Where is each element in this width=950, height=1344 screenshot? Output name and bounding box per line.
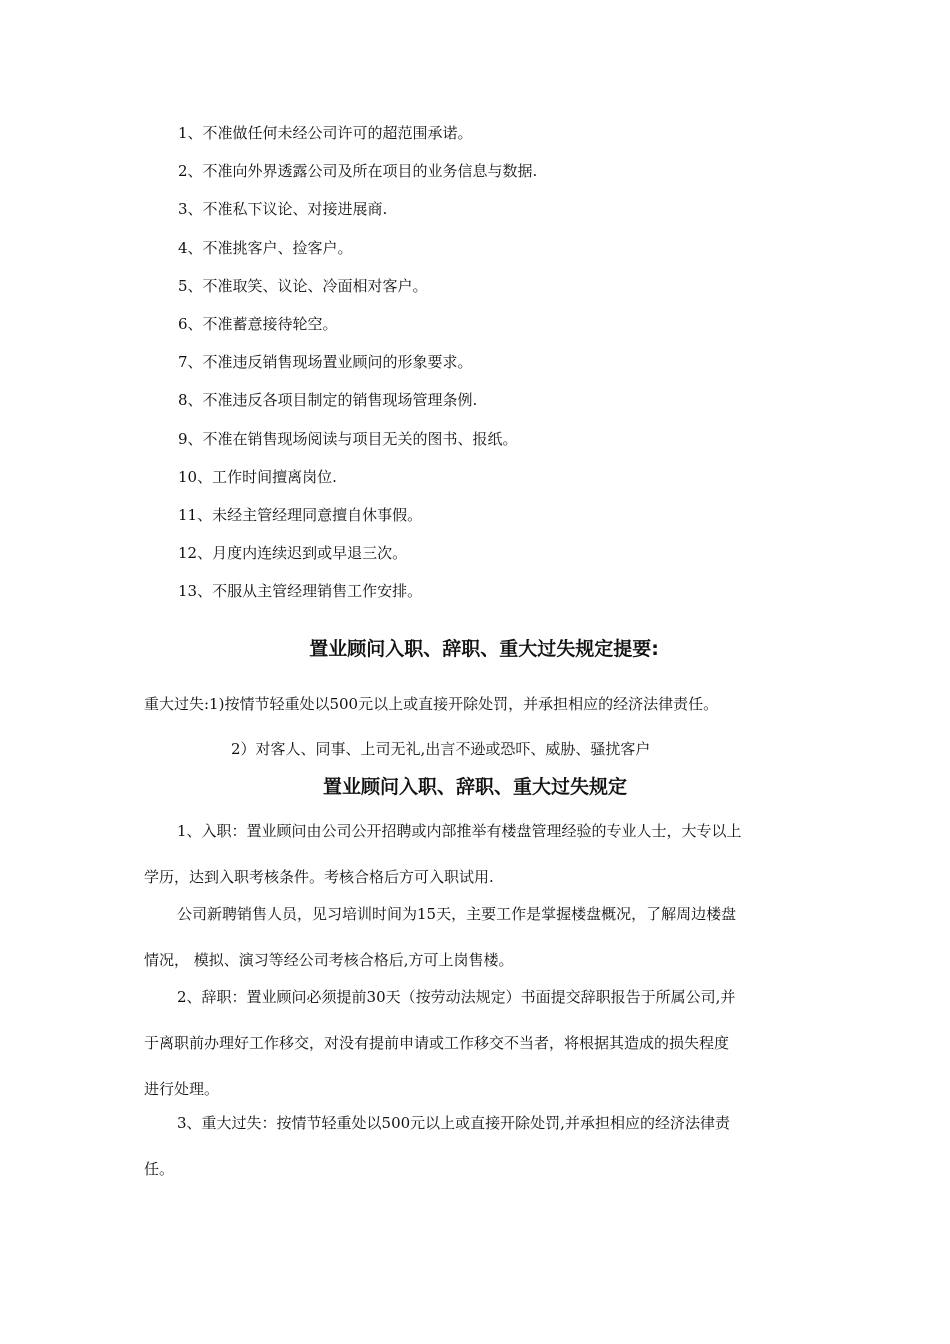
- rule-item: 5、不准取笑、议论、冷面相对客户。: [178, 276, 428, 295]
- rule-item: 1、不准做任何未经公司许可的超范围承诺。: [178, 124, 473, 142]
- paragraph-line: 进行处理。: [144, 1080, 220, 1098]
- summary-line-2: 2）对客人、同事、上司无礼,出言不逊或恐吓、威胁、骚扰客户: [231, 740, 651, 758]
- prohibited-conduct-list: [178, 124, 878, 620]
- rule-item: 7、不准违反销售现场置业顾问的形象要求。: [178, 353, 473, 372]
- rule-item: 8、不准违反各项目制定的销售现场管理条例.: [178, 391, 478, 410]
- rule-item: 6、不准蓄意接待轮空。: [178, 314, 338, 333]
- summary-line-1: 重大过失:1)按情节轻重处以500元以上或直接开除处罚，并承担相应的经济法律责任。: [144, 695, 719, 713]
- rule-item: 12、月度内连续迟到或早退三次。: [178, 544, 408, 563]
- paragraph-line: 学历，达到入职考核条件。考核合格后方可入职试用.: [144, 868, 494, 886]
- paragraph-major-fault: [144, 1114, 809, 1179]
- paragraph-line: 任。: [144, 1160, 175, 1178]
- rule-item: 4、不准挑客户、捡客户。: [178, 238, 353, 257]
- paragraph-line: 1、入职：置业顾问由公司公开招聘或内部推举有楼盘管理经验的专业人士，大专以上: [177, 822, 742, 840]
- paragraph-onboarding: [144, 822, 809, 887]
- paragraph-training: [144, 905, 809, 970]
- paragraph-line: 3、重大过失：按情节轻重处以500元以上或直接开除处罚,并承担相应的经济法律责: [177, 1114, 730, 1132]
- paragraph-resignation: [144, 988, 809, 1099]
- paragraph-line: 公司新聘销售人员，见习培训时间为15天，主要工作是掌握楼盘概况，了解周边楼盘: [177, 905, 737, 923]
- rule-item: 3、不准私下议论、对接进展商.: [178, 200, 388, 219]
- summary-heading: 置业顾问入职、辞职、重大过失规定提要:: [309, 638, 659, 660]
- paragraph-line: 情况， 模拟、演习等经公司考核合格后,方可上岗售楼。: [144, 951, 514, 969]
- rule-item: 13、不服从主管经理销售工作安排。: [178, 582, 423, 601]
- regulations-heading: 置业顾问入职、辞职、重大过失规定: [322, 776, 627, 798]
- rule-item: 10、工作时间擅离岗位.: [178, 467, 337, 486]
- rule-item: 11、未经主管经理同意擅自休事假。: [178, 505, 423, 524]
- paragraph-line: 于离职前办理好工作移交，对没有提前申请或工作移交不当者，将根据其造成的损失程度: [144, 1034, 730, 1052]
- rule-item: 2、不准向外界透露公司及所在项目的业务信息与数据.: [178, 162, 538, 181]
- rule-item: 9、不准在销售现场阅读与项目无关的图书、报纸。: [178, 429, 518, 448]
- paragraph-line: 2、辞职：置业顾问必须提前30天（按劳动法规定）书面提交辞职报告于所属公司,并: [177, 988, 736, 1006]
